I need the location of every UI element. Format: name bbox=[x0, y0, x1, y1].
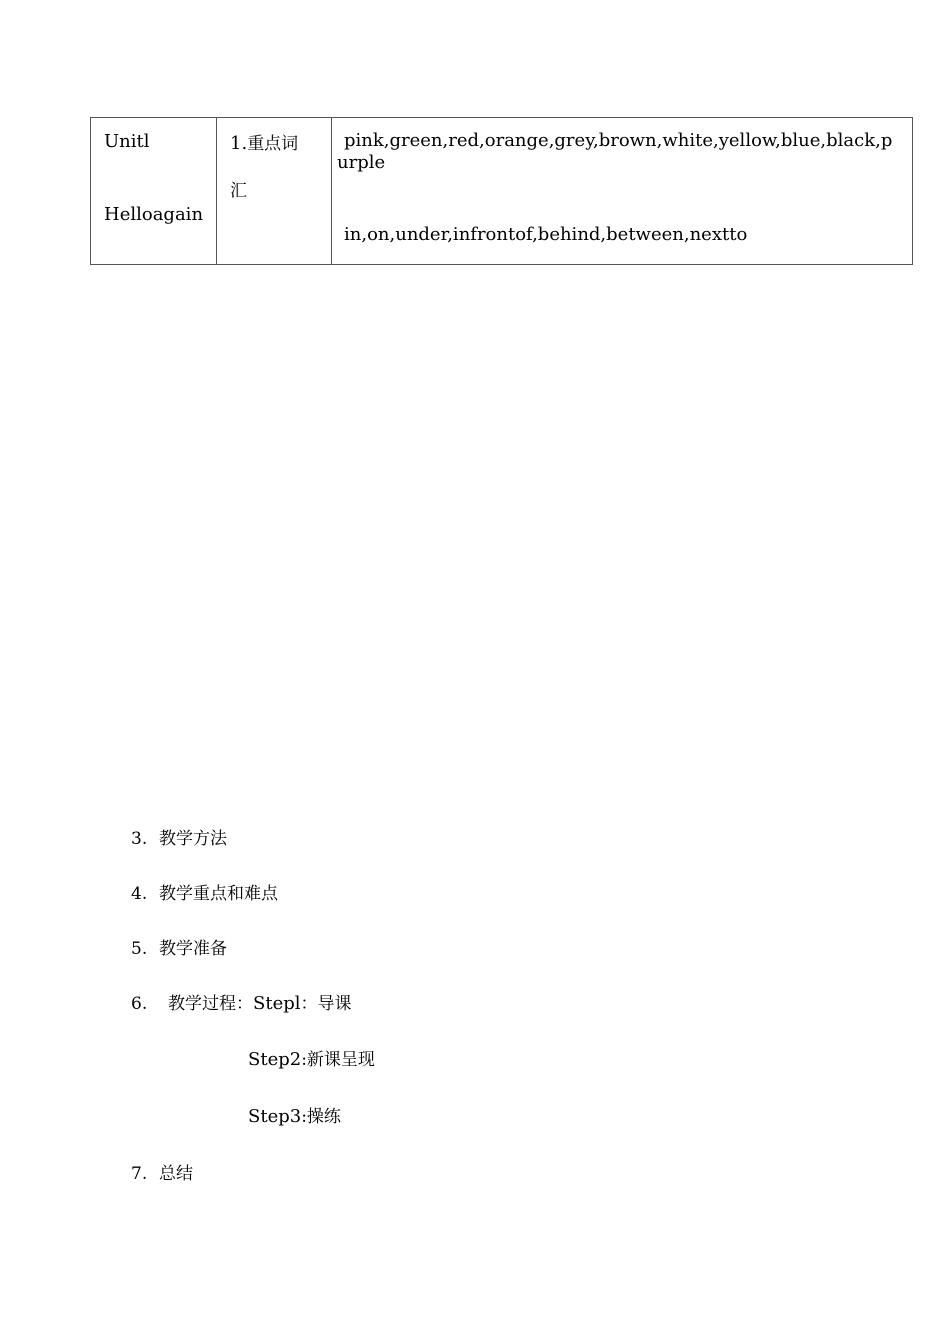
vocab-table bbox=[90, 117, 913, 265]
section-heading: 1.重点词 bbox=[230, 133, 299, 154]
list-item-7: 7. 总结 bbox=[131, 1164, 193, 1184]
column-divider-1 bbox=[216, 118, 217, 264]
list-item-4: 4. 教学重点和难点 bbox=[131, 884, 278, 904]
step-3: Step3:操练 bbox=[248, 1106, 341, 1127]
list-item-6: 6. 教学过程：Stepl：导课 bbox=[131, 993, 352, 1014]
step-2: Step2:新课呈现 bbox=[248, 1049, 375, 1070]
list-item-3: 3. 教学方法 bbox=[131, 829, 227, 849]
preposition-words: in,on,under,infrontof,behind,between,nextto bbox=[344, 224, 748, 245]
unit-label: Unitl bbox=[104, 131, 150, 152]
unit-title: Helloagain bbox=[104, 204, 204, 225]
color-words: pink,green,red,orange,grey,brown,white,yellow,blue,black,purple bbox=[337, 130, 893, 173]
section-heading-cont: 汇 bbox=[230, 181, 247, 201]
column-divider-2 bbox=[331, 118, 332, 264]
list-item-5: 5. 教学准备 bbox=[131, 939, 227, 959]
